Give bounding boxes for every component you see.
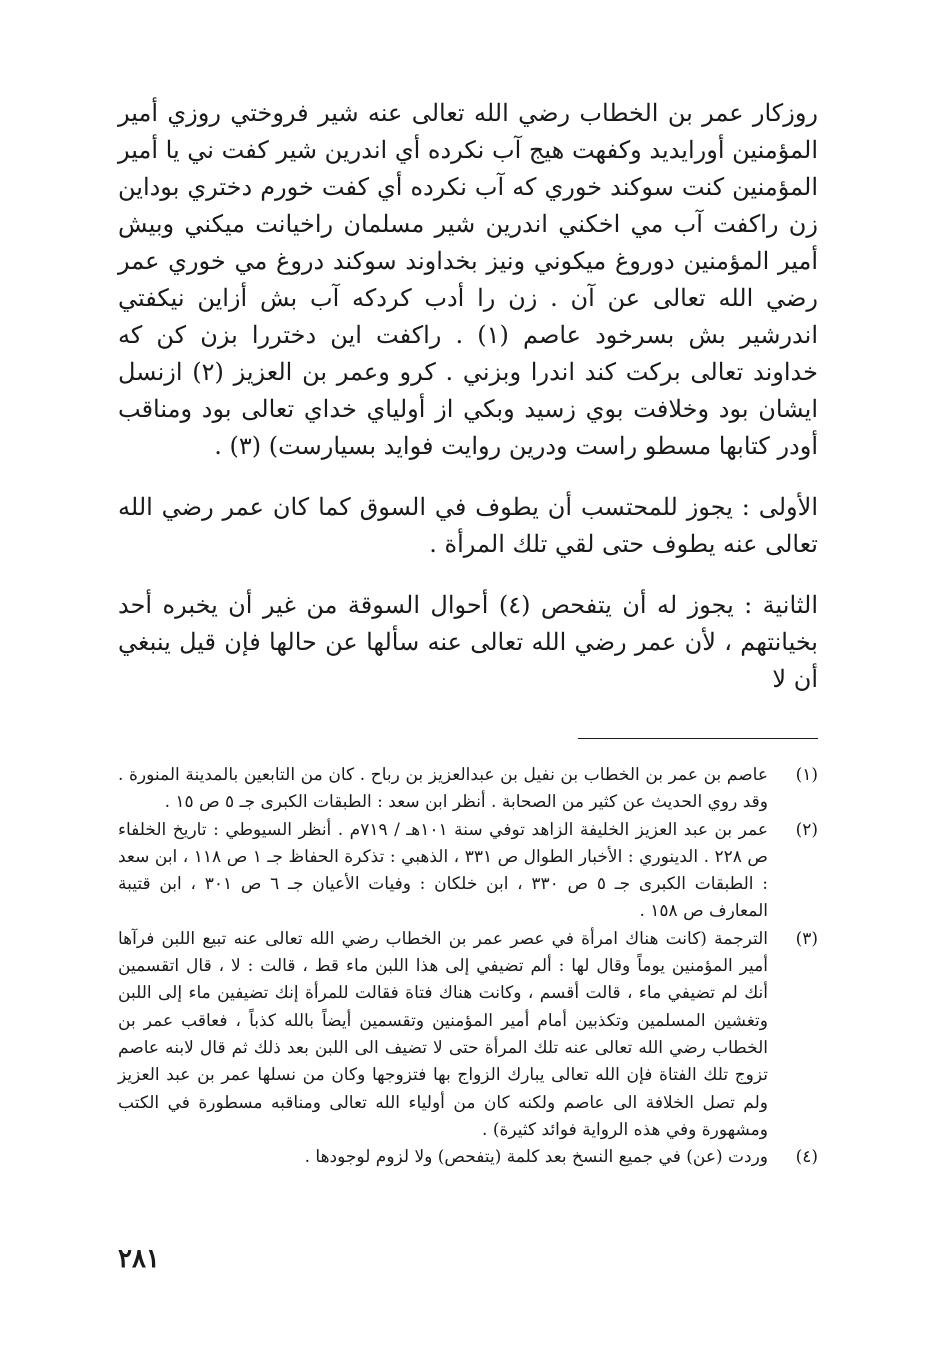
paragraph-3: الثانية : يجوز له أن يتفحص (٤) أحوال السوقة من غير أن يخبره أحد بخيانتهم ، لأن عمر رضي الله تعالى عنه سألها عن حالها فإن قيل ينبغي أن لا — [118, 591, 819, 693]
footnote-text: عمر بن عبد العزيز الخليفة الزاهد توفي سنة ١٠١هـ / ٧١٩م . أنظر السيوطي : تاريخ الخلفاء ص ٢٢٨ . الدينوري : الأخبار الطوال ص ٣٣١ ، الذهبي : تذكرة الحفاظ جـ ١ ص ١١٨ ، ابن سعد : الطبقات الكبرى جـ ٥ ص ٣٣٠ ، ابن خلكان : وفيات الأعيان جـ ٦ ص ٣٠١ ، ابن قتيبة المعارف ص ١٥٨ . — [118, 819, 768, 922]
footnote-text: الترجمة (كانت هناك امرأة في عصر عمر بن الخطاب رضي الله تعالى عنه تبيع اللبن فرآها أمير المؤمنين يوماً وقال لها : ألم تضيفي إلى هذا اللبن ماء قط ، قالت : لا ، قال اتقسمين أنك لم تضيفي ماء ، قالت أقسم ، وكانت هناك فتاة فقالت للمرأة إنك تضيفين ماء إلى اللبن وتغشين المسلمين وتكذبين أمام أمير المؤمنين وتقسمين أيضاً بالله كذباً ، فعاقب عمر بن الخطاب رضي الله تعالى عنه تلك المرأة حتى لا تضيف الى اللبن بعد ذلك ثم قال لابنه عاصم تزوج تلك الفتاة فإن الله تعالى يبارك الزواج بها فتزوجها وكان من نسلها عمر بن عبد العزيز ولم تصل الخلافة الى عاصم ولكنه كان من أولياء الله تعالى ومناقبه مسطورة في الكتب ومشهورة وفي هذه الرواية فوائد كثيرة) . — [118, 928, 768, 1140]
footnotes — [118, 762, 818, 1171]
footnote-number: (١) — [795, 765, 818, 785]
footnote-2 — [118, 817, 818, 926]
page-number: ٢٨١ — [118, 1244, 160, 1274]
footnote-number: (٣) — [795, 928, 818, 949]
footnote-separator — [578, 738, 818, 739]
footnote-number: (٢) — [795, 819, 818, 840]
footnote-number: (٤) — [795, 1147, 818, 1168]
footnote-4 — [118, 1144, 818, 1171]
footnote-text: وردت (عن) في جميع النسخ بعد كلمة (يتفحص) ولا لزوم لوجودها . — [304, 1147, 768, 1168]
paragraph-1: روزكار عمر بن الخطاب رضي الله تعالى عنه شير فروختي روزي أمير المؤمنين أورايديد وكفهت هيج آب نكرده أي اندرين شير كفت ني يا أمير المؤمنين كنت سوكند خوري كه آب نكرده أي كفت خورم دختري بوداين زن راكفت آب مي اخكني اندرين شير مسلمان راخيانت ميكني وبيش أمير المؤمنين دوروغ ميكوني ونيز بخداوند سوكند دروغ مي خوري عمر رضي الله تعالى عن آن . زن را أدب كردكه آب بش أزاين نيكفتي اندرشير بش بسرخود عاصم (١) . راكفت اين دختررا بزن كن كه خداوند تعالى بركت كند اندرا وبزني . كرو وعمر بن العزيز (٢) ازنسل ايشان بود وخلافت بوي زسيد وبكي از أولياي خداي تعالى بود ومناقب أودر كتابها مسطو راست ودرين روايت فوايد بسيارست) (٣) . — [118, 99, 818, 460]
footnote-text: عاصم بن عمر بن الخطاب بن نفيل بن عبدالعزيز بن رباح . كان من التابعين بالمدينة المنورة . وقد روي الحديث عن كثير من الصحابة . أنظر ابن سعد : الطبقات الكبرى جـ ٥ ص ١٥ . — [118, 765, 768, 813]
paragraph-2: الأولى : يجوز للمحتسب أن يطوف في السوق كما كان عمر رضي الله تعالى عنه يطوف حتى لقي تلك المرأة . — [118, 493, 818, 558]
footnote-1 — [118, 762, 818, 817]
main-text — [118, 95, 818, 698]
footnote-3 — [118, 926, 818, 1144]
